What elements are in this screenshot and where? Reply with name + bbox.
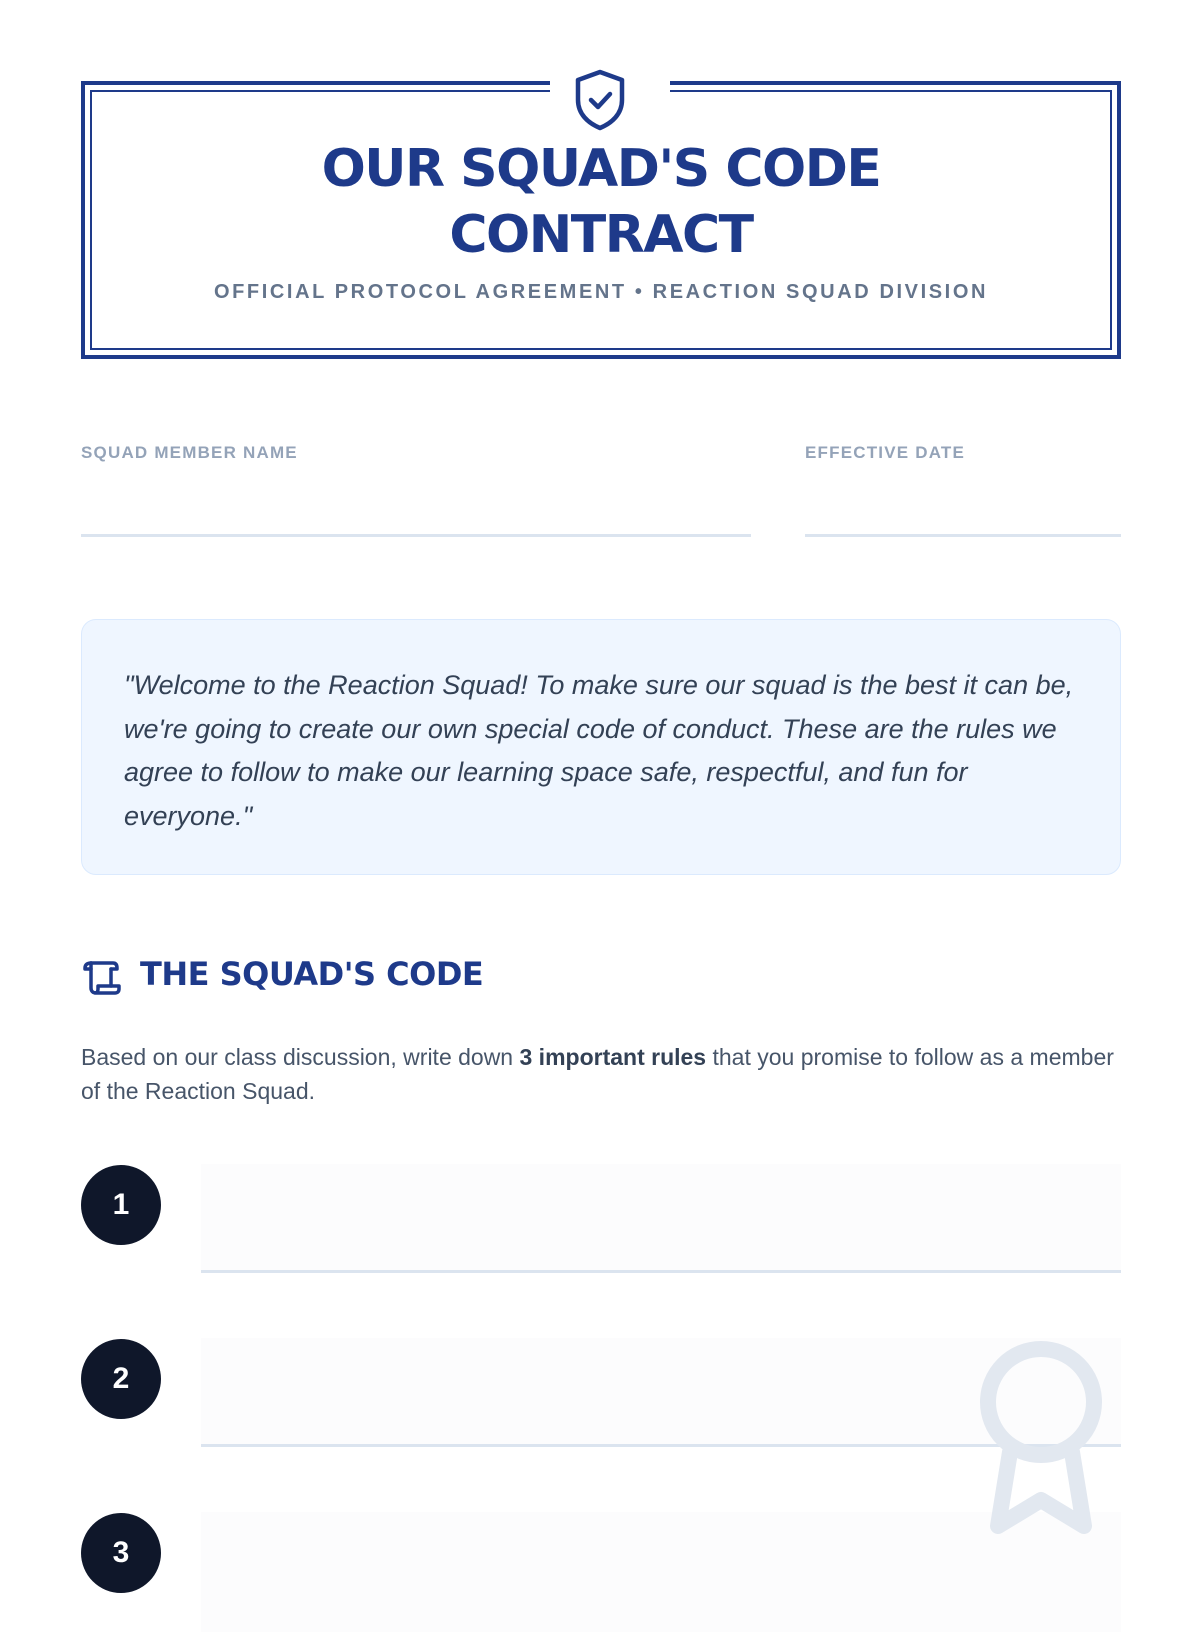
award-ribbon-icon [976,1340,1106,1540]
welcome-message-text: "Welcome to the Reaction Squad! To make sure our squad is the best it can be, we're going to create our own special code of conduct. These are the rules we agree to follow to make our learning space safe, respectful, and fun for everyone." [124,670,1074,831]
rule-number-badge: 2 [81,1339,161,1419]
member-name-label: SQUAD MEMBER NAME [81,443,298,462]
instructions-text-end: that you promise to follow as a member of the Reaction Squad. [81,1044,1114,1104]
section-instructions [81,1040,1121,1108]
member-name-field[interactable] [81,534,751,537]
rule-1-field[interactable] [201,1164,1121,1273]
rule-number-badge: 3 [81,1513,161,1593]
welcome-message-box [81,619,1121,875]
rule-number-badge: 1 [81,1165,161,1245]
effective-date-label: EFFECTIVE DATE [805,443,966,462]
section-heading: THE SQUAD'S CODE [140,955,484,993]
page-title [81,136,1121,268]
page-title-line-1: OUR SQUAD'S CODE [321,139,881,199]
instructions-emphasis: 3 important rules [519,1044,707,1070]
shield-check-icon [572,68,628,132]
effective-date-field[interactable] [805,534,1121,537]
scroll-icon [81,959,121,997]
instructions-text-start: Based on our class discussion, write down [81,1044,520,1070]
page-subtitle: OFFICIAL PROTOCOL AGREEMENT • REACTION SQUAD DIVISION [213,281,989,303]
page-title-line-2: CONTRACT [449,205,753,265]
